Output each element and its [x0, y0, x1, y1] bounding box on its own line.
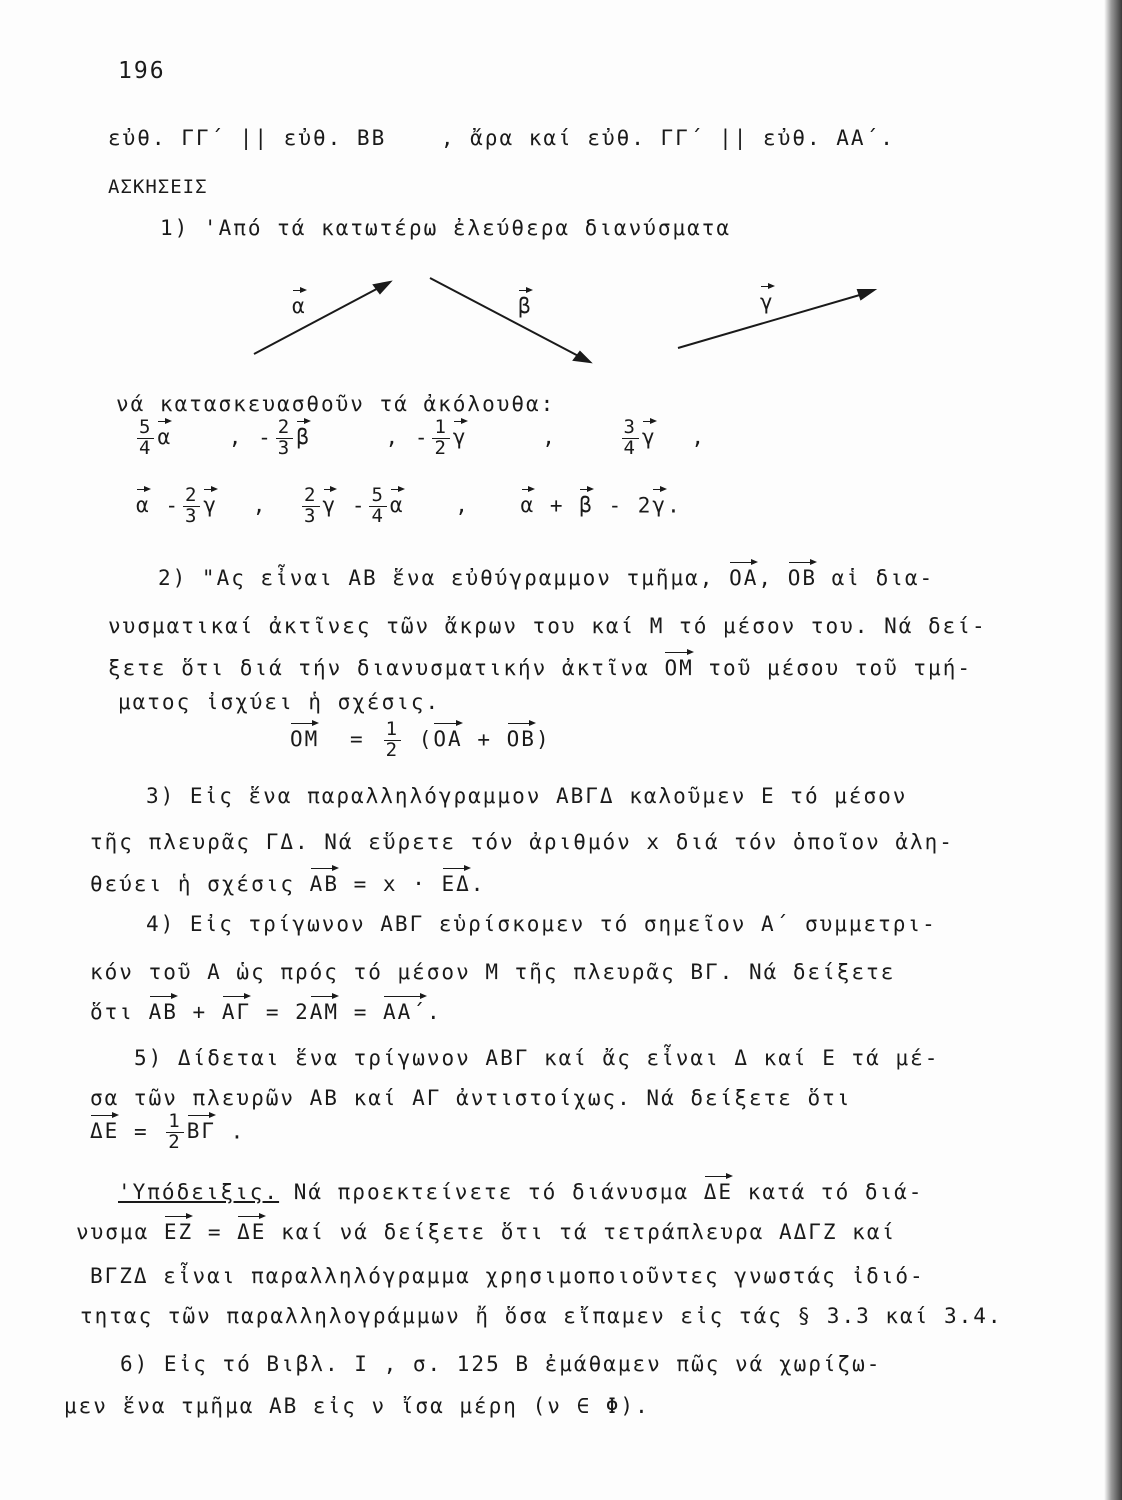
exercise-2-line-4: ματος ἰσχύει ἡ σχέσις. [118, 690, 441, 714]
vector-beta-line [430, 278, 586, 360]
fraction: $\frac{5}{4}$ [139, 416, 153, 459]
hint-line-3: ΒΓΖΔ εἶναι παραλληλόγραμμα χρησιμοποιοῦντες γνωστάς ἰδιό- [90, 1264, 925, 1288]
exercise-2-line-1: 2) "Ας εἶναι ΑΒ ἕνα εὐθύγραμμον τμῆμα, ΟΑ, ΟΒ αἱ δια- [158, 560, 934, 590]
exercise-5-line-2: σα τῶν πλευρῶν ΑΒ καί ΑΓ ἀντιστοίχως. Νά δείξετε ὅτι [90, 1086, 852, 1110]
exercise-5-line-1: 5) Δίδεται ἕνα τρίγωνον ΑΒΓ καί ἄς εἶναι Δ καί Ε τά μέ- [134, 1046, 940, 1070]
page-number: 196 [118, 58, 166, 84]
exercise-3-line-2: τῆς πλευρᾶς ΓΔ. Νά εὕρετε τόν ἀριθμόν x διά τόν ὁποῖον ἀλη- [90, 830, 954, 854]
exercises-heading: ΑΣΚΗΣΕΙΣ [108, 176, 208, 198]
vector-gamma-label: γ [760, 284, 775, 314]
exercise-2-equation: ΟΜ = $\frac{1}{2}$ (ΟΑ + ΟΒ) [290, 718, 551, 761]
exercise-2-line-2: νυσματικαί ἀκτῖνες τῶν ἄκρων του καί Μ τό μέσον του. Νά δεί- [108, 614, 987, 638]
fraction: $\frac{2}{3}$ [304, 484, 318, 527]
hint-line-2: νυσμα ΕΖ = ΔΕ καί νά δείξετε ὅτι τά τετράπλευρα ΑΔΓΖ καί [76, 1214, 896, 1244]
fraction: $\frac{1}{2}$ [385, 718, 400, 761]
vector-beta-label: β [518, 288, 533, 318]
fraction: $\frac{1}{2}$ [168, 1110, 182, 1153]
vector-alpha-label: α [292, 288, 307, 318]
exercise-4-line-1: 4) Εἰς τρίγωνον ΑΒΓ εὑρίσκομεν τό σημεῖον Α΄ συμμετρι- [146, 912, 937, 936]
exercise-1-construct: νά κατασκευασθοῦν τά ἀκόλουθα: [116, 392, 556, 416]
hint-line-1: 'Υπόδειξις. Νά προεκτείνετε τό διάνυσμα ΔΕ κατά τό διά- [118, 1174, 923, 1204]
exercise-2-line-3: ξετε ὅτι διά τήν διανυσματικήν ἀκτῖνα ΟΜ τοῦ μέσου τοῦ τμή- [108, 650, 972, 680]
exercise-4-line-2: κόν τοῦ Α ὡς πρός τό μέσον Μ τῆς πλευρᾶς ΒΓ. Νά δείξετε [90, 960, 896, 984]
vector-beta-arrowhead [574, 352, 590, 362]
fraction: $\frac{2}{3}$ [277, 416, 292, 459]
vector-alpha-line [254, 284, 386, 354]
exercise-5-equation: ΔΕ = $\frac{1}{2}$ ΒΓ . [90, 1110, 246, 1153]
hint-label: 'Υπόδειξις. [118, 1180, 280, 1204]
exercise-3-line-1: 3) Εἰς ἕνα παραλληλόγραμμον ΑΒΓΔ καλοῦμεν Ε τό μέσον [146, 784, 908, 808]
exercise-1-intro: 1) 'Από τά κατωτέρω ἐλεύθερα διανύσματα [160, 216, 732, 240]
hint-line-4: τητας τῶν παραλληλογράμμων ἤ ὅσα εἴπαμεν εἰς τάς § 3.3 καί 3.4. [80, 1304, 1003, 1328]
vector-alpha-arrowhead [374, 282, 390, 293]
exercise-6-line-1: 6) Εἰς τό Βιβλ. Ι , σ. 125 Β ἐμάθαμεν πῶς νά χωρίζω- [120, 1352, 882, 1376]
fraction: $\frac{2}{3}$ [184, 484, 199, 527]
intro-line: εὐθ. ΓΓ΄ || εὐθ. ΒΒ , ἄρα καί εὐθ. ΓΓ΄ || εὐθ. ΑΑ΄. [108, 126, 895, 150]
expression-row-2: α - $\frac{2}{3}$ γ , $\frac{2}{3}$ γ - $\frac{5}{4}$ α , α + β - 2γ. [136, 484, 682, 527]
expression-row-1: $\frac{5}{4}$ α , - $\frac{2}{3}$ β , - $\frac{1}{2}$ γ , $\frac{3}{4}$ γ , [139, 416, 706, 459]
exercise-6-line-2: μεν ἕνα τμῆμα ΑΒ εἰς ν ἴσα μέρη (ν ∈ Φ). [64, 1394, 650, 1418]
fraction: $\frac{1}{2}$ [434, 416, 448, 459]
exercise-3-line-3: θεύει ἡ σχέσις ΑΒ = x · ΕΔ. [90, 866, 485, 896]
fraction: $\frac{3}{4}$ [623, 416, 637, 459]
exercise-4-line-3: ὅτι ΑΒ + ΑΓ = 2ΑΜ = ΑΑ΄. [90, 994, 442, 1024]
fraction: $\frac{5}{4}$ [371, 484, 385, 527]
vector-gamma-arrowhead [858, 290, 874, 299]
